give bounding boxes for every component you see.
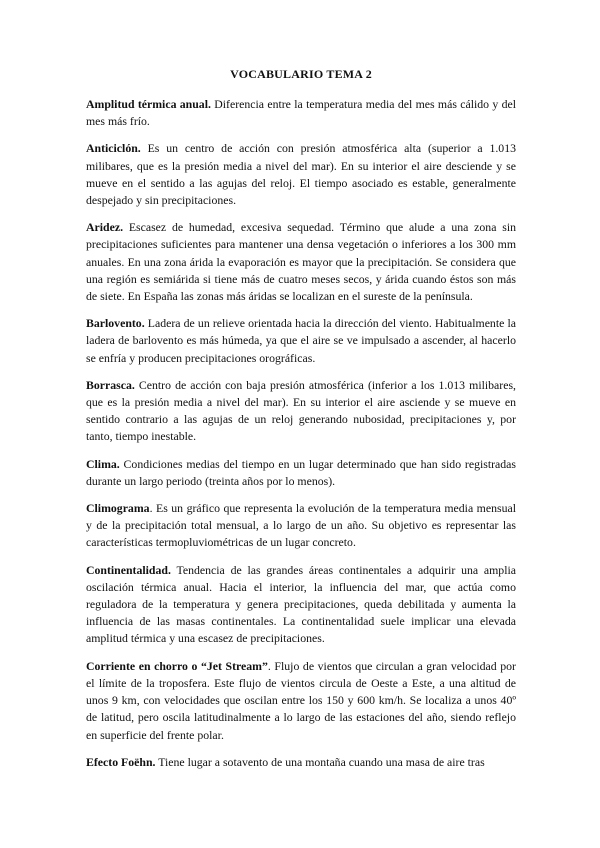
entry-corriente-en-chorro: [86, 658, 516, 744]
document-page: [86, 66, 516, 781]
entry-definition: . Flujo de vientos que circulan a gran velocidad por el límite de la troposfera. Este flujo de vientos circula de Oeste a Este, a una altitud de unos 9 km, con velocidades que oscilan entre los 150 y 600 km/h. Se localiza a unos 40º de latitud, pero oscila latitudinalmente a lo largo de las estaciones del año, siendo reflejo en superficie del frente polar.: [86, 658, 516, 742]
entry-amplitud-termica: [86, 96, 516, 130]
entry-definition: Tendencia de las grandes áreas continentales a adquirir una amplia oscilación térmica anual. Hacia el interior, la influencia del mar, que actúa como reguladora de la temperatura y genera precipitaciones, queda debilitada y aumenta la influencia de las masas continentales. La continentalidad suele implicar una elevada amplitud térmica y una escasez de precipitaciones.: [86, 562, 516, 646]
entry-term: Climograma: [86, 501, 150, 516]
entry-definition: Es un centro de acción con presión atmosférica alta (superior a 1.013 milibares, que es la presión media a nivel del mar). En su interior el aire desciende y se mueve en el sentido a las agujas del reloj. El tiempo asociado es estable, generalmente despejado y sin precipitaciones.: [86, 141, 516, 208]
entry-definition: Escasez de humedad, excesiva sequedad. Término que alude a una zona sin precipitaciones suficientes para mantener una densa vegetación o inferiores a los 300 mm anuales. En una zona árida la evaporación es mayor que la precipitación. Se considera que una región es semiárida si tiene más de cuatro meses secos, y árida cuando éstos son más de siete. En España las zonas más áridas se localizan en el sureste de la península.: [86, 220, 516, 304]
entry-term: Continentalidad.: [86, 562, 171, 577]
entry-definition: Diferencia entre la temperatura media del mes más cálido y del mes más frío.: [86, 97, 516, 129]
entry-climograma: [86, 500, 516, 552]
entry-term: Amplitud térmica anual.: [86, 97, 211, 111]
entry-continentalidad: [86, 562, 516, 648]
entry-anticiclon: [86, 140, 516, 209]
entry-aridez: [86, 219, 516, 305]
entry-definition: Condiciones medias del tiempo en un lugar determinado que han sido registradas durante un largo periodo (treinta años por lo menos).: [86, 456, 516, 488]
entry-term: Borrasca.: [86, 377, 135, 392]
entry-borrasca: [86, 377, 516, 446]
entry-definition: . Es un gráfico que representa la evolución de la temperatura media mensual y de la precipitación total mensual, a lo largo de un año. Su objetivo es representar las características termopluviométricas de un lugar concreto.: [86, 501, 516, 550]
entry-term: Clima.: [86, 456, 120, 471]
entry-definition: Tiene lugar a sotavento de una montaña cuando una masa de aire tras: [155, 754, 485, 769]
entry-term: Corriente en chorro o “Jet Stream”: [86, 658, 268, 673]
entry-clima: [86, 456, 516, 490]
entry-definition: Centro de acción con baja presión atmosférica (inferior a los 1.013 milibares, que es la presión media a nivel del mar). En su interior el aire asciende y se mueve en sentido contrario a las agujas de un reloj generando nubosidad, precipitaciones y, por tanto, tiempo inestable.: [86, 377, 516, 444]
entry-term: Anticiclón.: [86, 141, 141, 156]
entry-term: Barlovento.: [86, 316, 145, 331]
entry-definition: Ladera de un relieve orientada hacia la dirección del viento. Habitualmente la ladera de barlovento es más húmeda, ya que el aire se ve impulsado a ascender, al hacerlo se enfría y producen precipitaciones orográficas.: [86, 316, 516, 365]
document-title: VOCABULARIO TEMA 2: [230, 67, 372, 81]
entry-term: Efecto Foëhn.: [86, 754, 156, 769]
entry-efecto-foehn: [86, 754, 516, 771]
entry-barlovento: [86, 315, 516, 367]
entry-term: Aridez.: [86, 220, 124, 235]
